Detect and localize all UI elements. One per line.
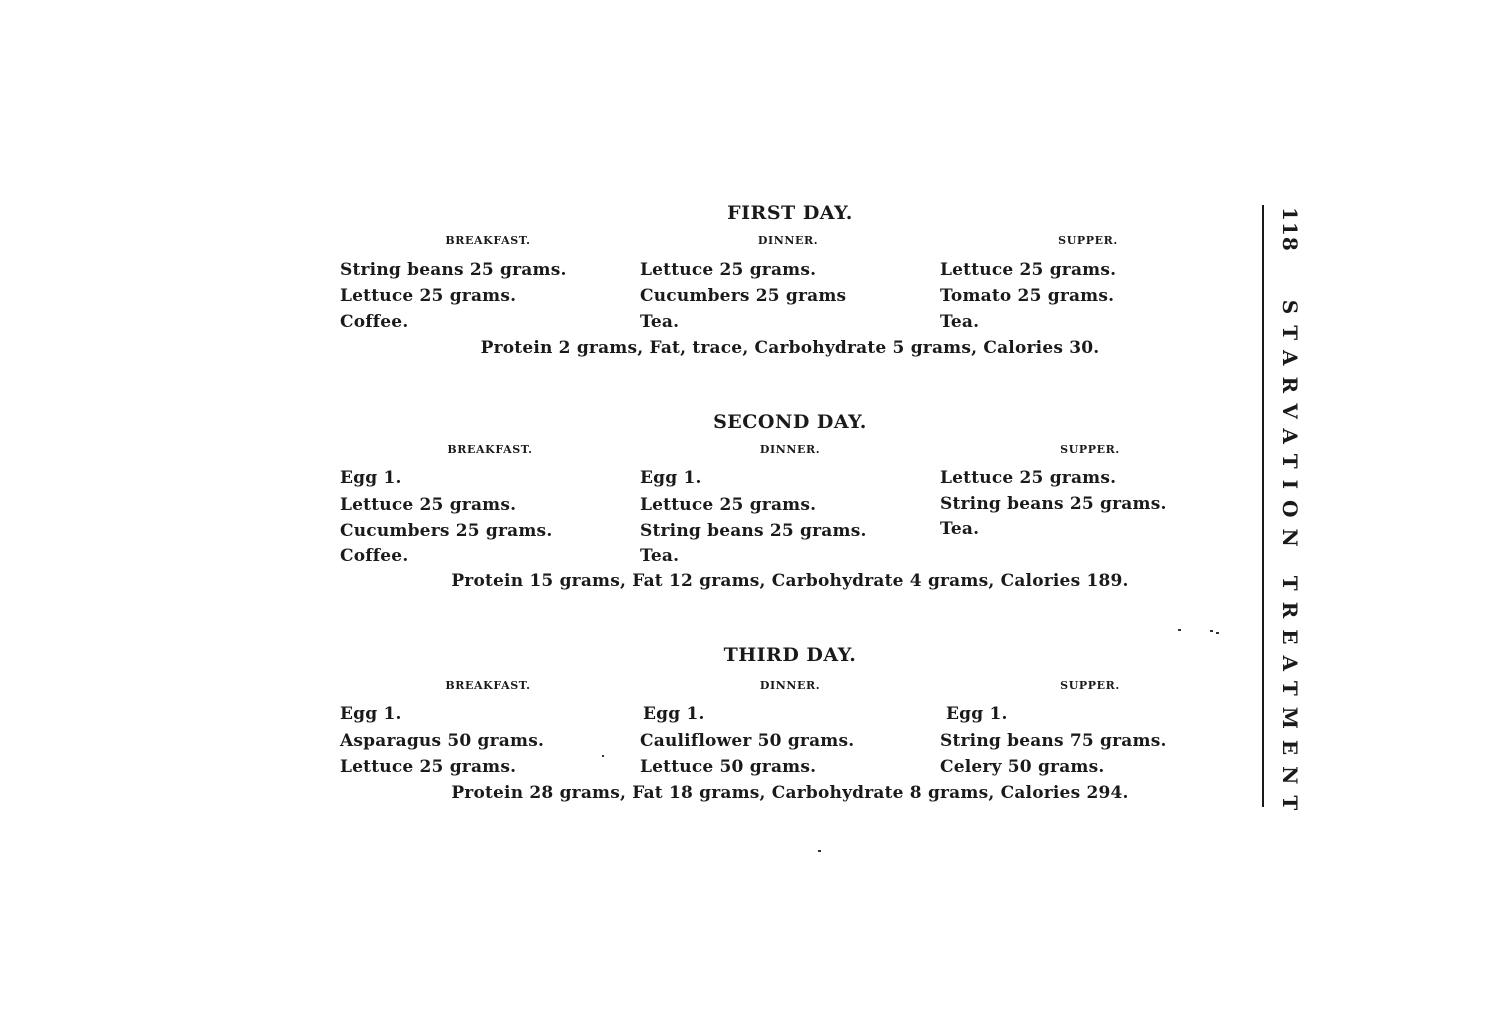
- menu-item: String beans 25 grams.: [940, 494, 1167, 514]
- column-heading-dinner: DINNER.: [759, 679, 821, 692]
- menu-item: Tea.: [940, 312, 980, 332]
- running-head: [1272, 207, 1312, 822]
- menu-item: Lettuce 25 grams.: [640, 260, 817, 280]
- column-heading-breakfast: BREAKFAST.: [447, 443, 533, 456]
- column-heading-supper: SUPPER.: [1060, 443, 1120, 456]
- menu-item: Coffee.: [340, 546, 409, 566]
- menu-item: String beans 25 grams.: [340, 260, 567, 280]
- running-head-title: STARVATION TREATMENT: [1278, 299, 1302, 822]
- menu-item: Lettuce 25 grams.: [940, 260, 1117, 280]
- menu-item: Cucumbers 25 grams: [640, 286, 847, 306]
- menu-item: String beans 25 grams.: [640, 521, 867, 541]
- menu-item: Coffee.: [340, 312, 409, 332]
- margin-rule: [1262, 205, 1264, 807]
- nutrition-summary: Protein 2 grams, Fat, trace, Carbohydrate 5 grams, Calories 30.: [480, 338, 1100, 358]
- menu-item: Asparagus 50 grams.: [340, 731, 545, 751]
- menu-item: Lettuce 25 grams.: [340, 495, 517, 515]
- scan-speck: [818, 850, 821, 852]
- day-title: SECOND DAY.: [713, 411, 867, 433]
- menu-item: Lettuce 25 grams.: [340, 286, 517, 306]
- scan-speck: [1210, 630, 1213, 632]
- menu-item: Tea.: [940, 519, 980, 539]
- day-title: FIRST DAY.: [727, 202, 853, 224]
- column-heading-breakfast: BREAKFAST.: [445, 234, 531, 247]
- menu-item: Lettuce 50 grams.: [640, 757, 817, 777]
- menu-item: Egg 1.: [946, 704, 1008, 724]
- menu-item: Cucumbers 25 grams.: [340, 521, 553, 541]
- column-heading-dinner: DINNER.: [757, 234, 819, 247]
- menu-item: String beans 75 grams.: [940, 731, 1167, 751]
- column-heading-breakfast: BREAKFAST.: [445, 679, 531, 692]
- scan-speck: [1216, 632, 1219, 634]
- page-number: 118: [1278, 207, 1302, 252]
- menu-item: Cauliflower 50 grams.: [640, 731, 855, 751]
- menu-item: Egg 1.: [640, 468, 702, 488]
- column-heading-supper: SUPPER.: [1058, 234, 1118, 247]
- nutrition-summary: Protein 28 grams, Fat 18 grams, Carbohydrate 8 grams, Calories 294.: [451, 783, 1129, 803]
- menu-item: Egg 1.: [643, 704, 705, 724]
- menu-item: Tomato 25 grams.: [940, 286, 1115, 306]
- column-heading-dinner: DINNER.: [759, 443, 821, 456]
- column-heading-supper: SUPPER.: [1060, 679, 1120, 692]
- menu-item: Celery 50 grams.: [940, 757, 1105, 777]
- menu-item: Egg 1.: [340, 468, 402, 488]
- menu-item: Lettuce 25 grams.: [940, 468, 1117, 488]
- nutrition-summary: Protein 15 grams, Fat 12 grams, Carbohydrate 4 grams, Calories 189.: [451, 571, 1129, 591]
- menu-item: Lettuce 25 grams.: [340, 757, 517, 777]
- scan-speck: [1178, 629, 1181, 631]
- scan-speck: [602, 755, 604, 757]
- day-title: THIRD DAY.: [723, 644, 857, 666]
- menu-item: Egg 1.: [340, 704, 402, 724]
- menu-item: Tea.: [640, 312, 680, 332]
- menu-item: Tea.: [640, 546, 680, 566]
- menu-item: Lettuce 25 grams.: [640, 495, 817, 515]
